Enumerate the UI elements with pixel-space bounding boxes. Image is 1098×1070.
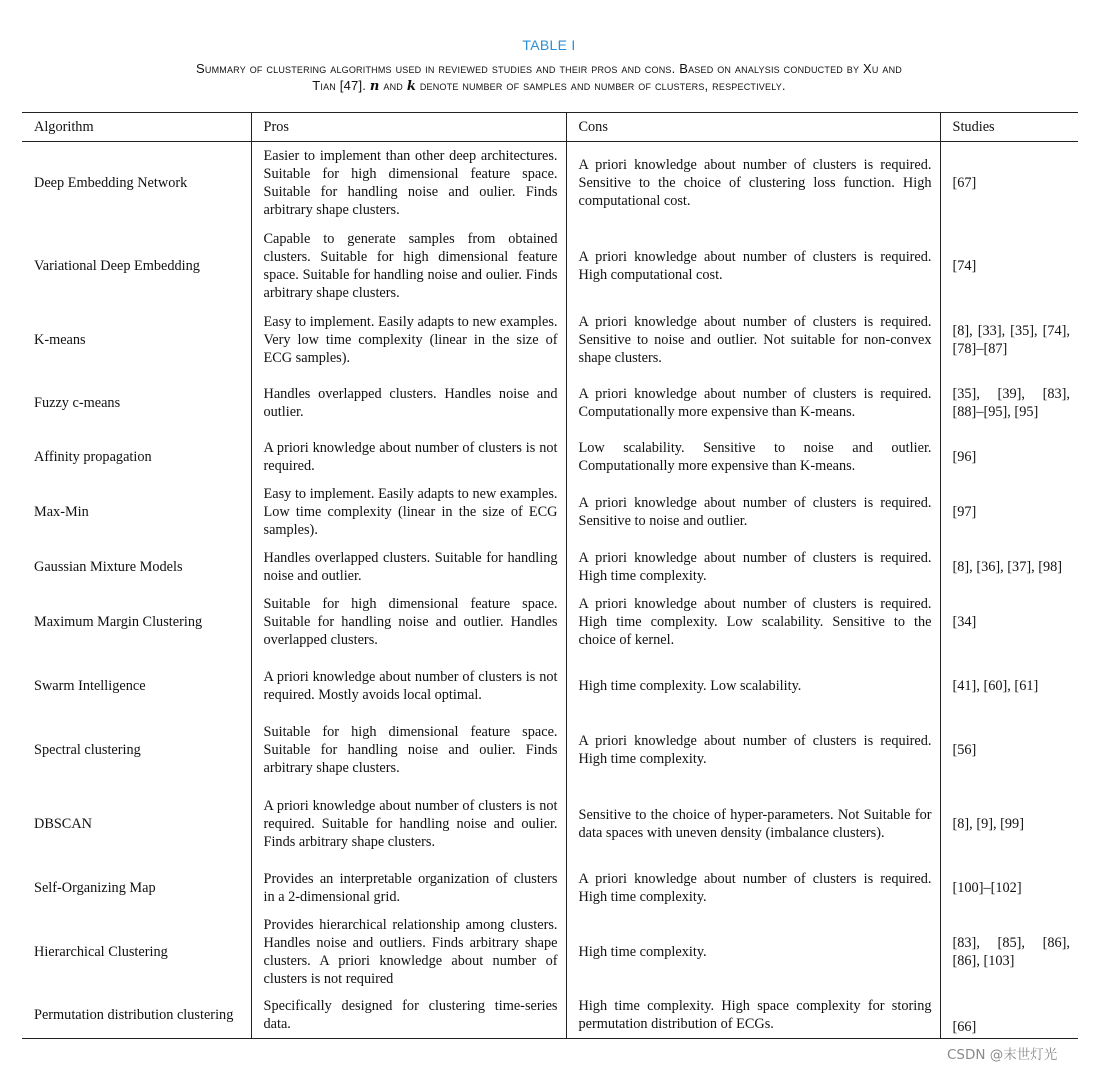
cell-cons: High time complexity. Low scalability. (566, 655, 940, 718)
cell-pros: Handles overlapped clusters. Handles noise and outlier. (251, 372, 566, 434)
cell-pros: Capable to generate samples from obtained clusters. Suitable for high dimensional feature space. Suitable for handling noise and oulier. Finds arbitrary shape clusters. (251, 225, 566, 308)
cell-pros: Suitable for high dimensional feature space. Suitable for handling noise and outlier. Handles overlapped clusters. (251, 590, 566, 655)
cell-studies: [97] (952, 504, 977, 520)
cell-algorithm: Swarm Intelligence (22, 655, 251, 718)
cell-studies: [8], [9], [99] (952, 815, 1024, 832)
cell-algorithm: K-means (22, 308, 251, 372)
cell-algorithm: Max-Min (22, 481, 251, 544)
cell-pros: Suitable for high dimensional feature space. Suitable for handling noise and oulier. Finds arbitrary shape clusters. (251, 718, 566, 782)
cell-studies: [8], [36], [37], [98] (952, 558, 1063, 575)
header-cons: Cons (566, 113, 940, 142)
table-row (22, 993, 1078, 1039)
cell-algorithm: Permutation distribution clustering (22, 993, 251, 1039)
table-row (22, 718, 1078, 782)
cell-cons: A priori knowledge about number of clusters is required. Computationally more expensive than K-means. (566, 372, 940, 434)
cell-algorithm: Deep Embedding Network (22, 142, 251, 225)
cell-algorithm: Spectral clustering (22, 718, 251, 782)
caption-line-1: Summary of clustering algorithms used in reviewed studies and their pros and cons. Based on analysis conducted by Xu and (196, 61, 902, 76)
cell-algorithm: Variational Deep Embedding (22, 225, 251, 308)
cell-studies: [66] (952, 1019, 977, 1035)
cell-cons: A priori knowledge about number of clusters is required. High time complexity. (566, 718, 940, 782)
clustering-algorithms-table (22, 112, 1078, 1039)
table-row (22, 308, 1078, 372)
cell-studies: [96] (952, 449, 977, 465)
cell-studies: [41], [60], [61] (952, 678, 1039, 694)
table-row (22, 866, 1078, 911)
cell-cons: A priori knowledge about number of clusters is required. Sensitive to noise and outlier. Not suitable for non-convex shape clusters. (566, 308, 940, 372)
cell-studies: [83], [85], [86], [86], [103] (952, 934, 1070, 969)
cell-studies: [56] (952, 741, 977, 758)
cell-cons: A priori knowledge about number of clusters is required. High time complexity. (566, 866, 940, 911)
table-row (22, 225, 1078, 308)
table-header-row (22, 113, 1078, 142)
cell-algorithm: Gaussian Mixture Models (22, 544, 251, 590)
cell-pros: Easy to implement. Easily adapts to new examples. Low time complexity (linear in the size of ECG samples). (251, 481, 566, 544)
header-studies: Studies (952, 119, 995, 135)
cell-algorithm: Maximum Margin Clustering (22, 590, 251, 655)
header-algorithm: Algorithm (22, 113, 251, 142)
cell-studies: [67] (952, 175, 977, 192)
cell-algorithm: Hierarchical Clustering (22, 911, 251, 993)
cell-studies: [100]–[102] (952, 880, 1022, 896)
cell-studies: [74] (952, 258, 977, 274)
n-symbol: n (369, 79, 380, 94)
watermark: CSDN @末世灯光 (947, 1047, 1058, 1063)
header-pros: Pros (251, 113, 566, 142)
table-label: TABLE I (522, 37, 576, 53)
cell-cons: High time complexity. High space complexity for storing permutation distribution of ECGs. (566, 993, 940, 1039)
table-row (22, 590, 1078, 655)
cell-pros: Specifically designed for clustering time-series data. (251, 993, 566, 1039)
table-row (22, 655, 1078, 718)
cell-algorithm: Self-Organizing Map (22, 866, 251, 911)
cell-cons: Sensitive to the choice of hyper-parameters. Not Suitable for data spaces with uneven density (imbalance clusters). (566, 782, 940, 866)
cell-pros: Handles overlapped clusters. Suitable for handling noise and outlier. (251, 544, 566, 590)
table-row (22, 372, 1078, 434)
cell-studies: [34] (952, 614, 977, 630)
caption-line-2-prefix: Tian [47]. (312, 78, 367, 93)
cell-cons: A priori knowledge about number of clusters is required. High time complexity. (566, 544, 940, 590)
cell-pros: Provides hierarchical relationship among clusters. Handles noise and outliers. Finds arbitrary shape clusters. A priori knowledge about number of clusters is not required (251, 911, 566, 993)
cell-algorithm: Fuzzy c-means (22, 372, 251, 434)
cell-cons: A priori knowledge about number of clusters is required. Sensitive to noise and outlier. (566, 481, 940, 544)
cell-cons: A priori knowledge about number of clusters is required. Sensitive to the choice of clustering loss function. High computational cost. (566, 142, 940, 225)
table-row (22, 782, 1078, 866)
cell-pros: Provides an interpretable organization of clusters in a 2-dimensional grid. (251, 866, 566, 911)
cell-pros: A priori knowledge about number of clusters is not required. (251, 434, 566, 481)
cell-cons: A priori knowledge about number of clusters is required. High computational cost. (566, 225, 940, 308)
cell-studies: [8], [33], [35], [74], [78]–[87] (952, 322, 1070, 357)
caption-and: and (383, 78, 403, 93)
k-symbol: k (406, 79, 417, 94)
cell-algorithm: DBSCAN (22, 782, 251, 866)
cell-cons: High time complexity. (566, 911, 940, 993)
cell-studies: [35], [39], [83], [88]–[95], [95] (952, 385, 1070, 420)
table-row (22, 481, 1078, 544)
cell-pros: A priori knowledge about number of clusters is not required. Suitable for handling noise and oulier. Finds arbitrary shape clusters. (251, 782, 566, 866)
table-caption (20, 60, 1078, 95)
table-row (22, 142, 1078, 225)
cell-pros: Easy to implement. Easily adapts to new examples. Very low time complexity (linear in the size of ECG samples). (251, 308, 566, 372)
cell-pros: Easier to implement than other deep architectures. Suitable for high dimensional feature space. Suitable for handling noise and oulier. Finds arbitrary shape clusters. (251, 142, 566, 225)
table-row (22, 544, 1078, 590)
cell-cons: Low scalability. Sensitive to noise and outlier. Computationally more expensive than K-means. (566, 434, 940, 481)
table-row (22, 434, 1078, 481)
cell-algorithm: Affinity propagation (22, 434, 251, 481)
cell-cons: A priori knowledge about number of clusters is required. High time complexity. Low scalability. Sensitive to the choice of kernel. (566, 590, 940, 655)
caption-line-2-suffix: denote number of samples and number of clusters, respectively. (419, 78, 786, 93)
cell-pros: A priori knowledge about number of clusters is not required. Mostly avoids local optimal. (251, 655, 566, 718)
table-row (22, 911, 1078, 993)
